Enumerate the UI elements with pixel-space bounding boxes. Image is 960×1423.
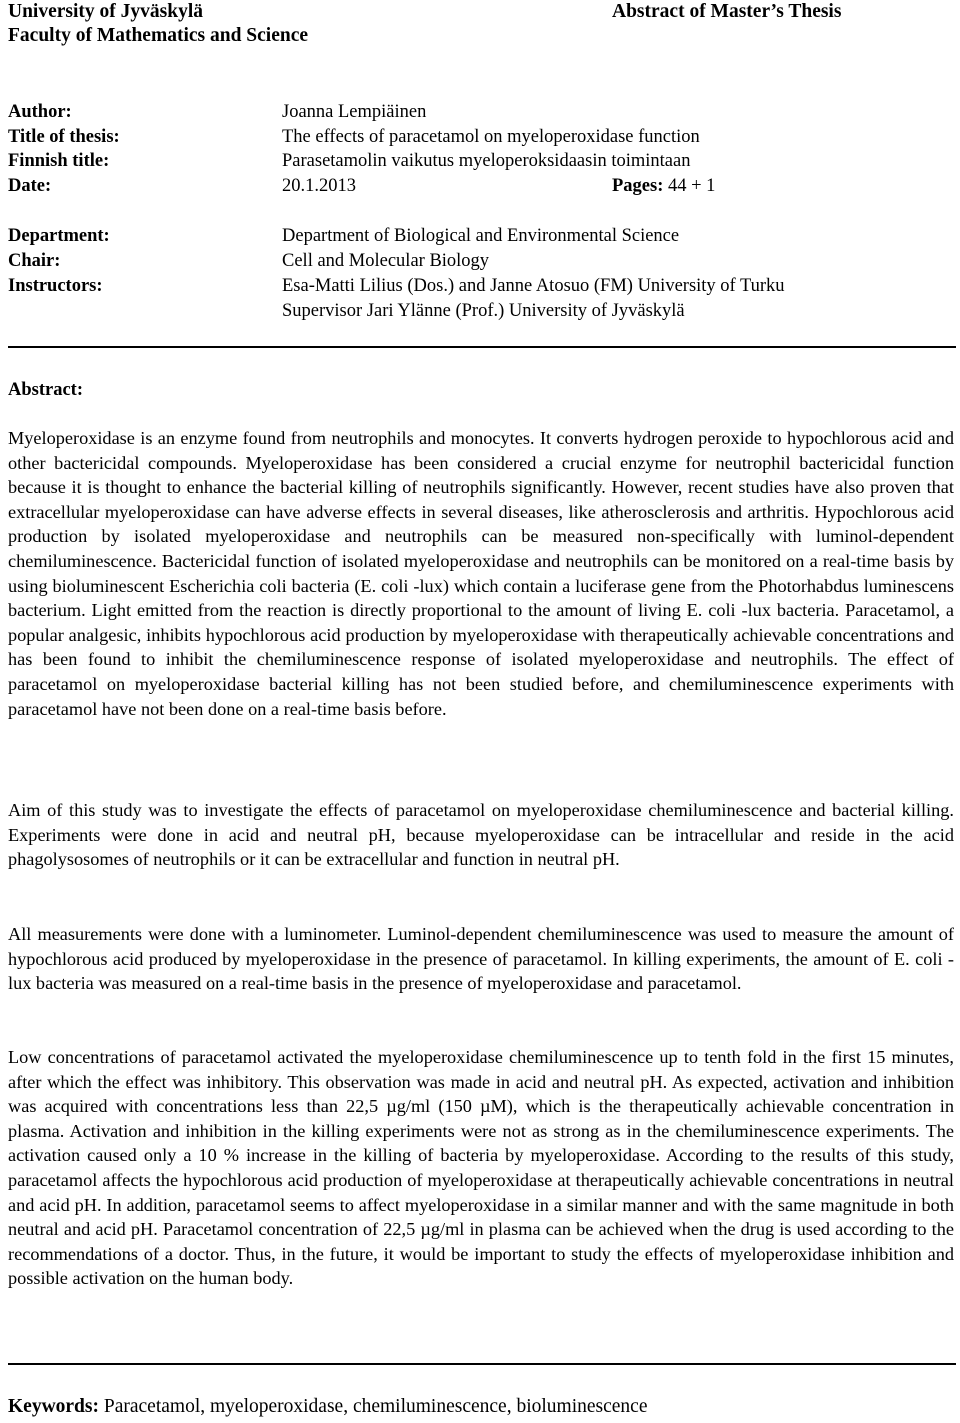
document-type: Abstract of Master’s Thesis xyxy=(612,1,842,22)
abstract-paragraph-4: Low concentrations of paracetamol activated the myeloperoxidase chemiluminescence up to tenth fold in the first 15 minutes, after which the effect was inhibitory. This observation was made in acid and neutral pH. As expected, activation and inhibition was acquired with concentrations less than 22,5 µg/ml (150 µM), which is the therapeutically achievable concentration in plasma. Activation and inhibition in the killing experiments were not as strong as in the chemiluminescence experiments. The activation caused only a 10 % increase in the killing of bacteria by myeloperoxidase. According to the results of this study, paracetamol affects the hypochlorous acid production of myeloperoxidase at therapeutically achievable concentrations in neutral and acid pH. In addition, paracetamol seems to affect myeloperoxidase in a similar manner and with the same magnitude in both neutral and acid pH. Paracetamol concentration of 22,5 µg/ml in plasma can be achieved when the drug is used according to the recommendations of a doctor. Thus, in the future, it would be important to study the effects of myeloperoxidase inhibition and possible activation on the human body. xyxy=(8,1047,954,1289)
keywords-value: Paracetamol, myeloperoxidase, chemiluminescence, bioluminescence xyxy=(103,1396,648,1417)
divider-bottom xyxy=(8,1363,956,1365)
divider-top xyxy=(8,346,956,348)
finnish-title-value: Parasetamolin vaikutus myeloperoksidaasin toimintaan xyxy=(282,151,691,171)
chair-value: Cell and Molecular Biology xyxy=(282,251,490,271)
abstract-paragraph-1: Myeloperoxidase is an enzyme found from neutrophils and monocytes. It converts hydrogen peroxide to hypochlorous acid and other bactericidal compounds. Myeloperoxidase has been considered a crucial enzyme for neutrophil bactericidal function because it is thought to enhance the bacterial killing of neutrophils significantly. However, recent studies have also proven that extracellular myeloperoxidase can have adverse effects in several diseases, like atherosclerosis and arthritis. Hypochlorous acid production by isolated myeloperoxidase and neutrophils can be measured non-specifically with luminol-dependent chemiluminescence. Bactericidal function of isolated myeloperoxidase and neutrophils can be monitored on a real-time basis by using bioluminescent Escherichia coli bacteria (E. coli -lux) which contain a luciferase gene from the Photorhabdus luminescens bacterium. Light emitted from the reaction is directly proportional to the amount of living E. coli -lux bacteria. Paracetamol, a popular analgesic, inhibits hypochlorous acid production by myeloperoxidase with therapeutically achievable concentrations and has been found to inhibit the chemiluminescence response of isolated myeloperoxidase and neutrophils. The effect of paracetamol on myeloperoxidase bacterial killing has not been studied before, and chemiluminescence experiments with paracetamol have not been done on a real-time basis before. xyxy=(8,428,954,719)
abstract-paragraph-2: Aim of this study was to investigate the effects of paracetamol on myeloperoxidase chemiluminescence and bacterial killing. Experiments were done in acid and neutral pH, because myeloperoxidase can be intracellular and reside in the acid phagolysosomes of neutrophils or it can be extracellular and function in neutral pH. xyxy=(8,800,954,870)
author-label: Author: xyxy=(8,102,72,122)
abstract-paragraph-3: All measurements were done with a luminometer. Luminol-dependent chemiluminescence was used to measure the amount of hypochlorous acid produced by myeloperoxidase in the presence of paracetamol. In killing experiments, the amount of E. coli -lux bacteria was measured on a real-time basis in the presence of myeloperoxidase and paracetamol. xyxy=(8,924,954,994)
department-value: Department of Biological and Environmental Science xyxy=(282,226,680,246)
keywords-line xyxy=(8,1395,648,1419)
faculty-name: Faculty of Mathematics and Science xyxy=(8,25,309,46)
pages-value: 44 + 1 xyxy=(668,176,716,196)
date-label: Date: xyxy=(8,176,52,196)
pages-label: Pages: xyxy=(612,176,664,196)
instructors-value-line2: Supervisor Jari Ylänne (Prof.) University of Jyväskylä xyxy=(282,301,685,321)
title-value: The effects of paracetamol on myeloperoxidase function xyxy=(282,127,700,147)
pages-field xyxy=(612,174,715,199)
instructors-label: Instructors: xyxy=(8,276,103,296)
title-label: Title of thesis: xyxy=(8,127,120,147)
keywords-label: Keywords: xyxy=(8,1396,99,1417)
instructors-value-line1: Esa-Matti Lilius (Dos.) and Janne Atosuo (FM) University of Turku xyxy=(282,276,785,296)
date-value: 20.1.2013 xyxy=(282,176,356,196)
abstract-heading: Abstract: xyxy=(8,380,84,400)
author-value: Joanna Lempiäinen xyxy=(282,102,427,122)
finnish-title-label: Finnish title: xyxy=(8,151,110,171)
university-name: University of Jyväskylä xyxy=(8,1,203,22)
chair-label: Chair: xyxy=(8,251,61,271)
department-label: Department: xyxy=(8,226,110,246)
